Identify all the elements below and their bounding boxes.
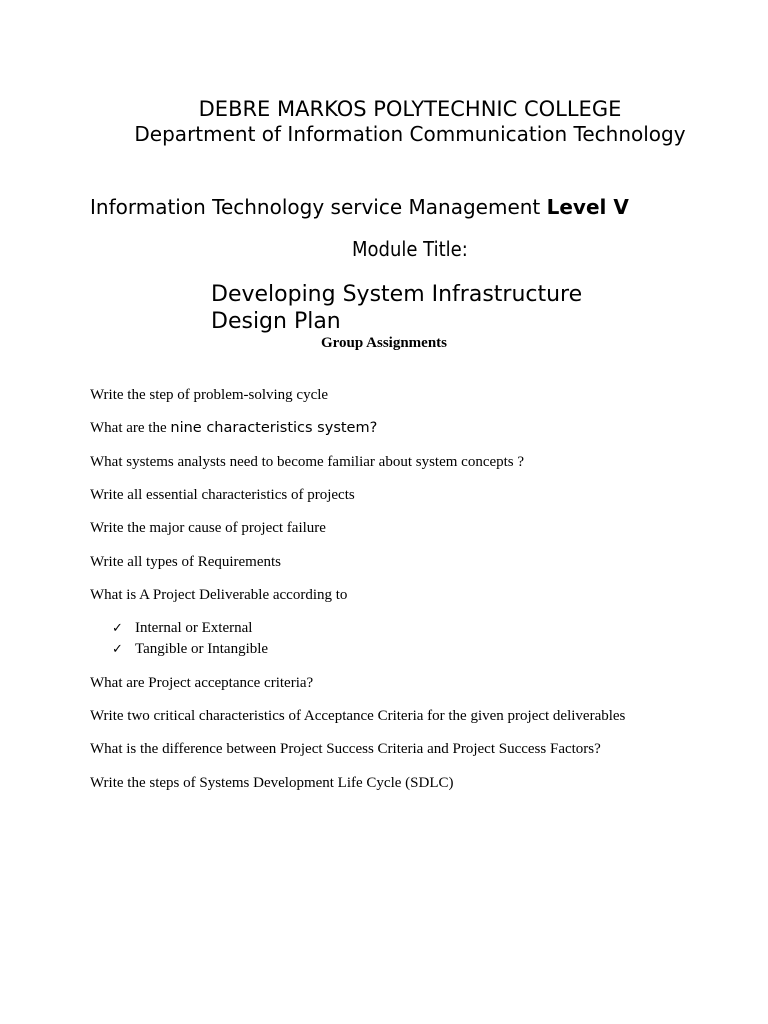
deliverable-option (112, 640, 268, 659)
question-11: Write the steps of Systems Development Life Cycle (SDLC) (90, 775, 454, 791)
question-1: Write the step of problem-solving cycle (90, 387, 329, 403)
program-level: Level V (546, 195, 629, 219)
question-7: What is A Project Deliverable according to (90, 587, 348, 603)
module-label: Module Title: (352, 237, 468, 261)
department-name: Department of Information Communication Technology (134, 122, 686, 146)
checkmark-icon: ✓ (112, 621, 123, 636)
question-5: Write the major cause of project failure (90, 520, 326, 536)
question-2 (90, 419, 377, 437)
program-name: Information Technology service Management (90, 195, 541, 219)
deliverable-option-label: Tangible or Intangible (135, 641, 269, 657)
college-name: DEBRE MARKOS POLYTECHNIC COLLEGE (198, 97, 622, 121)
program-title (90, 194, 629, 220)
question-9: Write two critical characteristics of Acceptance Criteria for the given project deliverables (90, 708, 626, 724)
deliverable-option (112, 619, 252, 638)
question-4: Write all essential characteristics of projects (90, 487, 355, 503)
assignment-title: Group Assignments (320, 335, 447, 351)
question-3: What systems analysts need to become familiar about system concepts ? (90, 454, 525, 470)
question-2-prefix: What are the (90, 420, 167, 436)
deliverable-option-label: Internal or External (135, 620, 253, 636)
question-10: What is the difference between Project Success Criteria and Project Success Factors? (90, 741, 601, 757)
question-2-emphasis: nine characteristics system? (170, 420, 378, 436)
checkmark-icon: ✓ (112, 642, 123, 657)
question-6: Write all types of Requirements (90, 554, 282, 570)
question-8: What are Project acceptance criteria? (90, 675, 314, 691)
module-title: Developing System Infrastructure Design Plan (211, 282, 583, 334)
